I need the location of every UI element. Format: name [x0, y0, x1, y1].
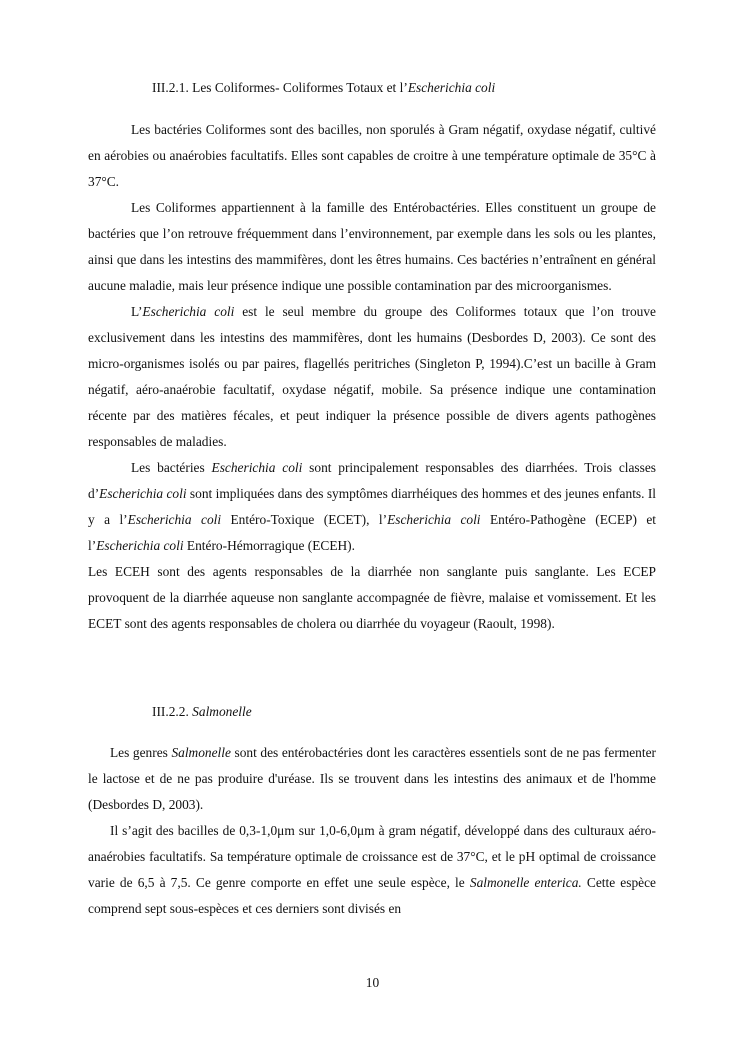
heading-number: III.2.2. — [152, 704, 189, 719]
paragraph: Les bactéries Escherichia coli sont principalement responsables des diarrhées. Trois classes d’Escherichia coli sont impliquées dans des symptômes diarrhéiques des hommes et des jeunes enfants. Il y a l’Escherichia coli Entéro-Toxique (ECET), l’Escherichia coli Entéro-Pathogène (ECEP) et l’Escherichia coli Entéro-Hémorragique (ECEH). — [88, 460, 657, 553]
section-body-coliformes — [88, 117, 656, 637]
section-heading-salmonelle — [152, 703, 252, 721]
section-heading-coliformes — [152, 79, 495, 97]
heading-italic: Salmonelle — [192, 704, 252, 719]
paragraph: Les ECEH sont des agents responsables de la diarrhée non sanglante puis sanglante. Les ECEP provoquent de la diarrhée aqueuse non sanglante accompagnée de fièvre, malaise et vomissement. Et les ECET sont des agents responsables de cholera ou diarrhée du voyageur (Raoult, 1998). — [88, 564, 656, 631]
paragraph: Les genres Salmonelle sont des entérobactéries dont les caractères essentiels sont de ne pas fermenter le lactose et de ne pas produire d'uréase. Ils se trouvent dans les intestins des animaux et de l'homme (Desbordes D, 2003). — [88, 745, 656, 812]
paragraph: Il s’agit des bacilles de 0,3-1,0μm sur 1,0-6,0μm à gram négatif, développé dans des culturaux aéro-anaérobies facultatifs. Sa température optimale de croissance est de 37°C, et le pH optimal de croissance varie de 6,5 à 7,5. Ce genre comporte en effet une seule espèce, le Salmonelle enterica. Cette espèce comprend sept sous-espèces et ces derniers sont divisés en — [88, 823, 656, 916]
document-page — [88, 0, 656, 1053]
heading-number: III.2.1. — [152, 80, 189, 95]
page-number: 10 — [365, 975, 380, 990]
heading-italic: Escherichia coli — [407, 80, 496, 95]
paragraph: Les Coliformes appartiennent à la famille des Entérobactéries. Elles constituent un groupe de bactéries que l’on retrouve fréquemment dans l’environnement, par exemple dans les sols ou les plantes, ainsi que dans les intestins des mammifères, dont les êtres humains. Ces bactéries n’entraînent en général aucune maladie, mais leur présence indique une possible contamination par des microorganismes. — [88, 200, 656, 293]
section-body-salmonelle — [88, 740, 656, 922]
paragraph: Les bactéries Coliformes sont des bacilles, non sporulés à Gram négatif, oxydase négatif, cultivé en aérobies ou anaérobies facultatifs. Elles sont capables de croitre à une température optimale de 35°C à 37°C. — [88, 122, 656, 189]
heading-text: Les Coliformes- Coliformes Totaux et l’ — [192, 80, 408, 95]
paragraph: L’Escherichia coli est le seul membre du groupe des Coliformes totaux que l’on trouve exclusivement dans les intestins des mammifères, dont les humains (Desbordes D, 2003). Ce sont des micro-organismes isolés ou par paires, flagellés peritriches (Singleton P, 1994).C’est un bacille à Gram négatif, aéro-anaérobie facultatif, oxydase négatif, mobile. Sa présence indique une contamination récente par des matières fécales, et peut indiquer la présence possible de divers agents pathogènes responsables de maladies. — [88, 304, 656, 449]
